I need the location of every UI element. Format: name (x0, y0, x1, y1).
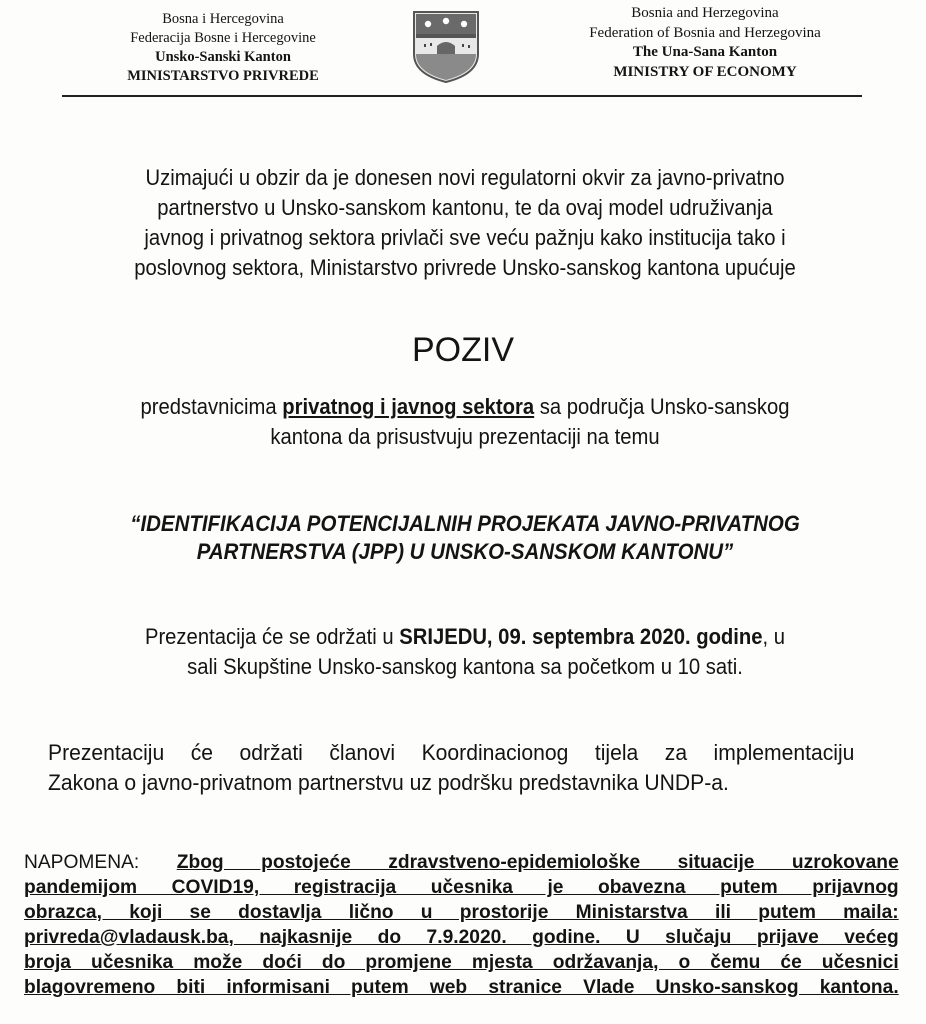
note-line: broja učesnika može doći do promjene mjesta održavanja, o čemu će učesnici (24, 951, 899, 973)
intro-line: Uzimajući u obzir da je donesen novi regulatorni okvir za javno-privatno (145, 165, 785, 190)
invitation-line (56, 392, 875, 422)
invitation-target-sectors: privatnog i javnog sektora (282, 394, 535, 419)
presenters-paragraph (48, 738, 854, 798)
note-line: pandemijom COVID19, registracija učesnika je obavezna putem prijavnog (24, 876, 899, 898)
invitation-heading: POZIV (411, 331, 515, 369)
note-paragraph (24, 850, 899, 1000)
canton-name-en: The Una-Sana Kanton (632, 44, 778, 60)
ministry-name-en: MINISTRY OF ECONOMY (613, 63, 797, 80)
federation-name-bs: Federacija Bosne i Hercegovine (130, 30, 316, 46)
note-line (24, 850, 899, 875)
letterhead (0, 0, 926, 100)
note-line: blagovremeno biti informisani putem web stranice Vlade Unsko-sanskog kantona. (24, 976, 899, 998)
schedule-line (56, 622, 875, 652)
topic-line: “IDENTIFIKACIJA POTENCIJALNIH PROJEKATA JAVNO-PRIVATNOG (130, 511, 800, 536)
presentation-topic (51, 510, 879, 566)
invitation-prefix: predstavnicima (140, 394, 283, 419)
note-line: obrazca, koji se dostavlja lično u prostorije Ministarstva ili putem maila: (24, 901, 899, 923)
intro-line: javnog i privatnog sektora privlači sve veću pažnju kako institucija tako i (144, 225, 786, 250)
note-text: Zbog postojeće zdravstveno-epidemiološke situacije uzrokovane (176, 851, 899, 873)
invitation-suffix: sa područja Unsko-sanskog (534, 394, 790, 419)
ministry-name-bs: MINISTARSTVO PRIVREDE (127, 68, 319, 84)
presenters-line: Prezentaciju će održati članovi Koordinacionog tijela za implementaciju (48, 740, 855, 765)
header-divider (62, 95, 862, 97)
federation-name-en: Federation of Bosnia and Herzegovina (589, 24, 821, 41)
invitation-paragraph (56, 392, 875, 452)
invitation-line: kantona da prisustvuju prezentaciji na temu (270, 424, 660, 449)
note-label: NAPOMENA: (24, 851, 140, 873)
intro-paragraph (56, 163, 875, 283)
event-date: SRIJEDU, 09. septembra 2020. godine (399, 624, 763, 649)
schedule-suffix: , u (762, 624, 786, 649)
presenters-line: Zakona o javno-privatnom partnerstvu uz podršku predstavnika UNDP-a. (48, 770, 729, 795)
country-name-en: Bosnia and Herzegovina (631, 5, 779, 21)
intro-line: poslovnog sektora, Ministarstvo privrede Unsko-sanskog kantona upućuje (134, 255, 796, 280)
coat-of-arms-icon (410, 8, 482, 84)
schedule-line: sali Skupštine Unsko-sanskog kantona sa početkom u 10 sati. (187, 654, 743, 679)
letterhead-bosnian (78, 10, 368, 86)
canton-name-bs: Unsko-Sanski Kanton (155, 49, 291, 65)
topic-line: PARTNERSTVA (JPP) U UNSKO-SANSKOM KANTONU” (196, 539, 734, 564)
country-name-bs: Bosna i Hercegovina (162, 11, 284, 27)
schedule-prefix: Prezentacija će se održati u (144, 624, 400, 649)
intro-line: partnerstvo u Unsko-sanskom kantonu, te da ovaj model udruživanja (157, 195, 773, 220)
schedule-paragraph (56, 622, 875, 682)
letterhead-english (520, 4, 890, 82)
note-line: privreda@vladausk.ba, najkasnije do 7.9.2020. godine. U slučaju prijave većeg (24, 926, 899, 948)
